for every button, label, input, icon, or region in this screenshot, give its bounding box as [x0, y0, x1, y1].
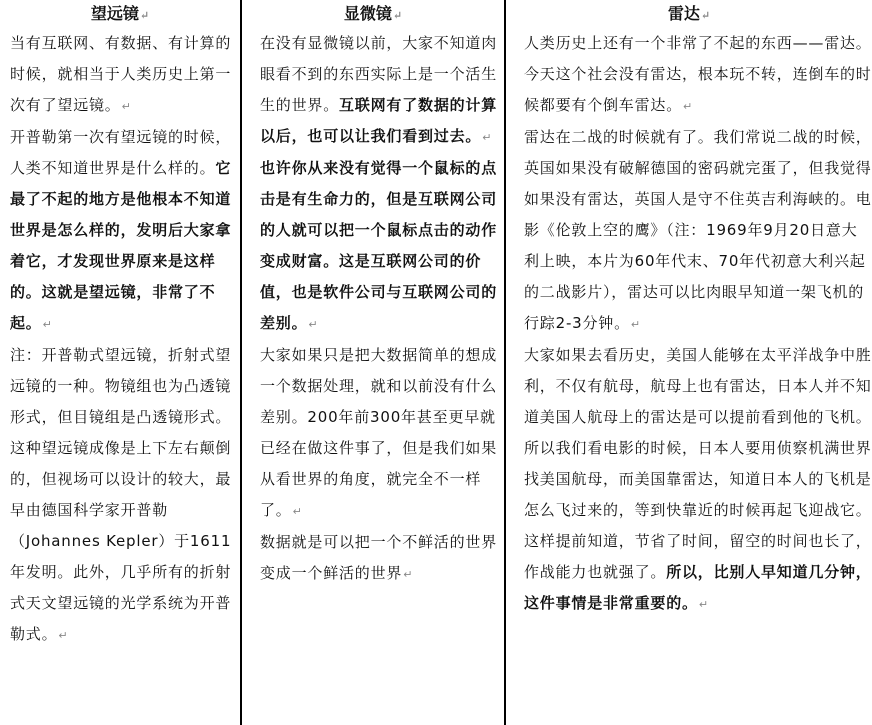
paragraph — [10, 122, 240, 340]
paragraph — [10, 340, 240, 651]
header-text: 雷达 — [667, 4, 700, 23]
paragraph — [260, 153, 504, 340]
text-run: 人类历史上还有一个非常了不起的东西——雷达。今天这个社会没有雷达，根本玩不转，连倒车的时候都要有个倒车雷达。 — [524, 34, 872, 114]
text-run: 注：开普勒式望远镜，折射式望远镜的一种。物镜组也为凸透镜形式，但目镜组是凸透镜形式。这种望远镜成像是上下左右颠倒的，但视场可以设计的较大，最早由德国科学家开普勒（Johannes Kepler）于1611年发明。此外，几乎所有的折射式天文望远镜的光学系统为开普勒式。 — [10, 346, 232, 643]
paragraph-mark-icon: ↵ — [308, 318, 319, 331]
column-header: 望远镜↵ — [90, 4, 150, 23]
text-run: 大家如果只是把大数据简单的想成一个数据处理，就和以前没有什么差别。200年前300年甚至更早就已经在做这件事了，但是我们如果从看世界的角度，就完全不一样了。 — [260, 346, 498, 519]
bold-text-run: 互联网有了数据的计算以后，也可以让我们看到过去。 — [260, 96, 498, 145]
paragraph — [10, 28, 240, 122]
paragraph-mark-icon: ↵ — [683, 100, 694, 113]
paragraph-mark-icon: ↵ — [698, 598, 709, 611]
text-run: 当有互联网、有数据、有计算的时候，就相当于人类历史上第一次有了望远镜。 — [10, 34, 232, 114]
text-run: 在没有显微镜以前，大家不知道肉眼看不到的东西实际上是一个活生生的世界。 — [260, 34, 498, 114]
paragraph — [524, 28, 872, 122]
paragraph-mark-icon: ↵ — [42, 318, 53, 331]
column-header: 雷达↵ — [667, 4, 711, 23]
header-text: 望远镜 — [90, 4, 139, 23]
text-run: 数据就是可以把一个不鲜活的世界变成一个鲜活的世界 — [260, 533, 498, 582]
paragraph — [260, 28, 504, 153]
paragraph-mark-icon: ↵ — [292, 505, 303, 518]
paragraph-mark-icon: ↵ — [482, 131, 493, 144]
paragraph — [524, 122, 872, 340]
text-run: 大家如果去看历史，美国人能够在太平洋战争中胜利，不仅有航母，航母上也有雷达，日本人并不知道美国人航母上的雷达是可以提前看到他的飞机。所以我们看电影的时候，日本人要用侦察机满世界找美国航母，而美国靠雷达，知道日本人的飞机是怎么飞过来的，等到快靠近的时候再起飞迎战它。这样提前知道，节省了时间，留空的时间也长了，作战能力也就强了。 — [524, 346, 872, 581]
bold-text-run: 所以，比别人早知道几分钟，这件事情是非常重要的。 — [524, 563, 872, 612]
paragraph-mark-icon: ↵ — [58, 629, 69, 642]
paragraph-mark-icon: ↵ — [630, 318, 641, 331]
paragraph-mark-icon: ↵ — [403, 568, 414, 581]
text-run: 开普勒第一次有望远镜的时候，人类不知道世界是什么样的。 — [10, 128, 232, 177]
column-body — [0, 28, 240, 651]
column-header: 显微镜↵ — [343, 4, 403, 23]
column-body — [242, 28, 504, 590]
bold-text-run: 也许你从来没有觉得一个鼠标的点击是有生命力的，但是互联网公司的人就可以把一个鼠标点击的动作变成财富。这是互联网公司的价值，也是软件公司与互联网公司的差别。 — [260, 159, 498, 332]
paragraph-mark-icon: ↵ — [121, 100, 132, 113]
text-run: 雷达在二战的时候就有了。我们常说二战的时候，英国如果没有破解德国的密码就完蛋了，但我觉得如果没有雷达，英国人是守不住英吉利海峡的。电影《伦敦上空的鹰》（注：1969年9月20日意大利上映，本片为60年代末、70年代初意大利兴起的二战影片），雷达可以比肉眼早知道一架飞机的行踪2-3分钟。 — [524, 128, 872, 332]
paragraph — [260, 527, 504, 590]
header-text: 显微镜 — [343, 4, 392, 23]
column-microscope — [242, 0, 504, 590]
column-body — [506, 28, 872, 620]
column-radar — [506, 0, 872, 620]
paragraph — [524, 340, 872, 620]
bold-text-run: 它最了不起的地方是他根本不知道世界是怎么样的，发明后大家拿着它，才发现世界原来是这样的。这就是望远镜，非常了不起。 — [10, 159, 232, 332]
paragraph — [260, 340, 504, 527]
column-telescope — [0, 0, 240, 651]
